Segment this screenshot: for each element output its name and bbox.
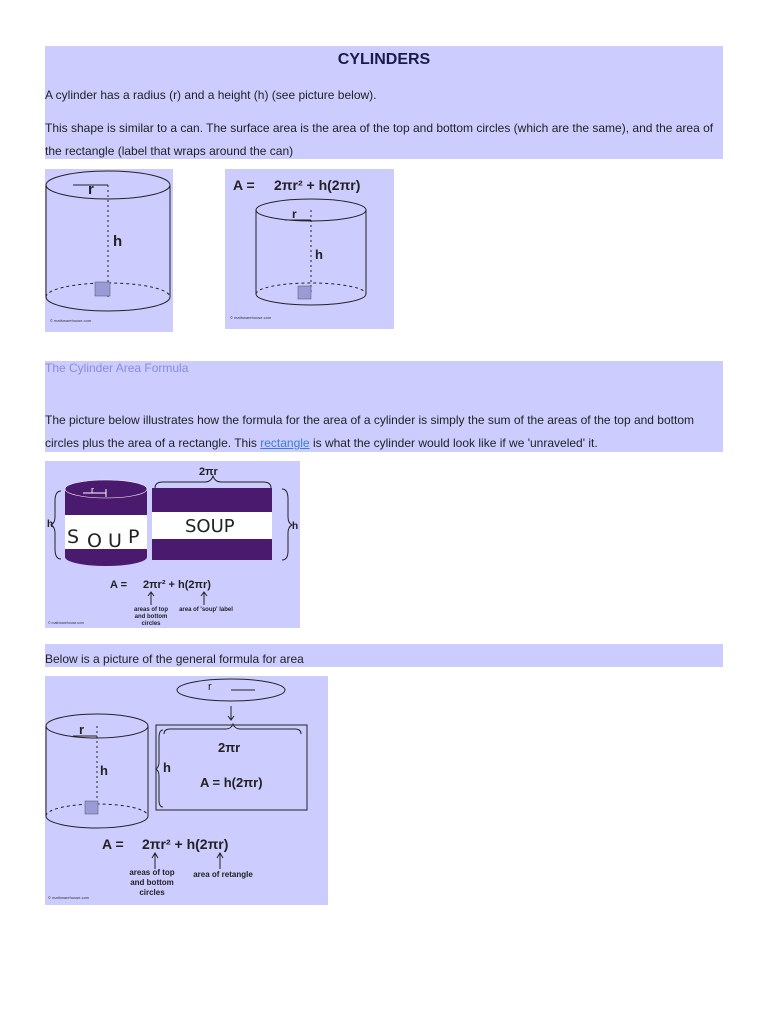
formula-section bbox=[45, 361, 723, 452]
can-letter-o: O bbox=[87, 530, 102, 552]
formula-paragraph-text: The picture below illustrates how the formula for the area of a cylinder is simply the sum of the areas of the top and bottom circles plus the area of a rectangle. This bbox=[45, 413, 694, 450]
formula-a-label: A = bbox=[110, 579, 128, 591]
formula-a-label: A = bbox=[233, 177, 255, 193]
two-pi-r-label: 2πr bbox=[218, 740, 241, 755]
soup-label-caption: area of 'soup' label bbox=[179, 607, 233, 613]
areas-caption-line-2: and bottom bbox=[130, 878, 174, 887]
formula-text: 2πr² + h(2πr) bbox=[142, 836, 229, 852]
credit-text: © mathwarehouse.com bbox=[50, 318, 92, 323]
areas-caption-line-2: and bottom bbox=[134, 614, 168, 620]
areas-caption-line-1: areas of top bbox=[129, 868, 175, 877]
credit-text: © mathwarehouse.com bbox=[48, 621, 85, 625]
top-circle-radius-label: r bbox=[208, 681, 212, 693]
formula-a-label: A = bbox=[102, 836, 124, 852]
page-title: CYLINDERS bbox=[337, 51, 431, 68]
can-radius-label: r bbox=[91, 485, 94, 495]
intro-paragraph-1: A cylinder has a radius (r) and a height (h) (see picture below). bbox=[45, 88, 377, 102]
two-pi-r-label: 2πr bbox=[199, 466, 218, 478]
rectangle-height-label: h bbox=[292, 521, 299, 532]
can-radius-label: r bbox=[79, 722, 85, 737]
height-label: h bbox=[315, 247, 323, 262]
areas-caption-line-1: areas of top bbox=[133, 607, 169, 613]
can-letter-s: S bbox=[67, 526, 80, 548]
rectangle-soup-label: SOUP bbox=[185, 516, 235, 537]
can-height-label: h bbox=[100, 763, 108, 778]
soup-can-figure bbox=[45, 461, 300, 628]
credit-text: © mathwarehouse.com bbox=[230, 315, 272, 320]
areas-caption-line-3: circles bbox=[139, 888, 165, 897]
radius-label: r bbox=[292, 207, 297, 221]
rectangle-height-label: h bbox=[163, 760, 171, 775]
general-formula-section bbox=[45, 644, 723, 667]
intro-section bbox=[45, 46, 723, 159]
areas-caption-line-3: circles bbox=[141, 621, 161, 627]
rectangle-link[interactable]: rectangle bbox=[260, 436, 310, 450]
section-heading: The Cylinder Area Formula bbox=[45, 361, 189, 375]
rectangle-formula: A = h(2πr) bbox=[200, 775, 263, 790]
cylinder-formula-figure bbox=[225, 169, 394, 329]
general-formula-text: Below is a picture of the general formula for area bbox=[45, 652, 304, 666]
can-letter-u: U bbox=[108, 530, 122, 552]
can-letter-p: P bbox=[128, 526, 140, 548]
rectangle-caption: area of retangle bbox=[193, 870, 253, 879]
formula-text: 2πr² + h(2πr) bbox=[274, 177, 361, 193]
formula-paragraph bbox=[45, 409, 717, 455]
cylinder-figure-1 bbox=[45, 169, 173, 332]
intro-paragraph-2: This shape is similar to a can. The surface area is the area of the top and bottom circles (which are the same), and the area of the rectangle (label that wraps around the can) bbox=[45, 121, 714, 158]
formula-paragraph-text-end: is what the cylinder would look like if we 'unraveled' it. bbox=[309, 436, 598, 450]
height-label: h bbox=[113, 233, 123, 250]
can-height-label: h bbox=[47, 519, 54, 530]
credit-text: © mathwarehouse.com bbox=[48, 895, 90, 900]
radius-label: r bbox=[88, 181, 94, 198]
formula-text: 2πr² + h(2πr) bbox=[143, 579, 211, 591]
general-formula-figure bbox=[45, 676, 328, 905]
